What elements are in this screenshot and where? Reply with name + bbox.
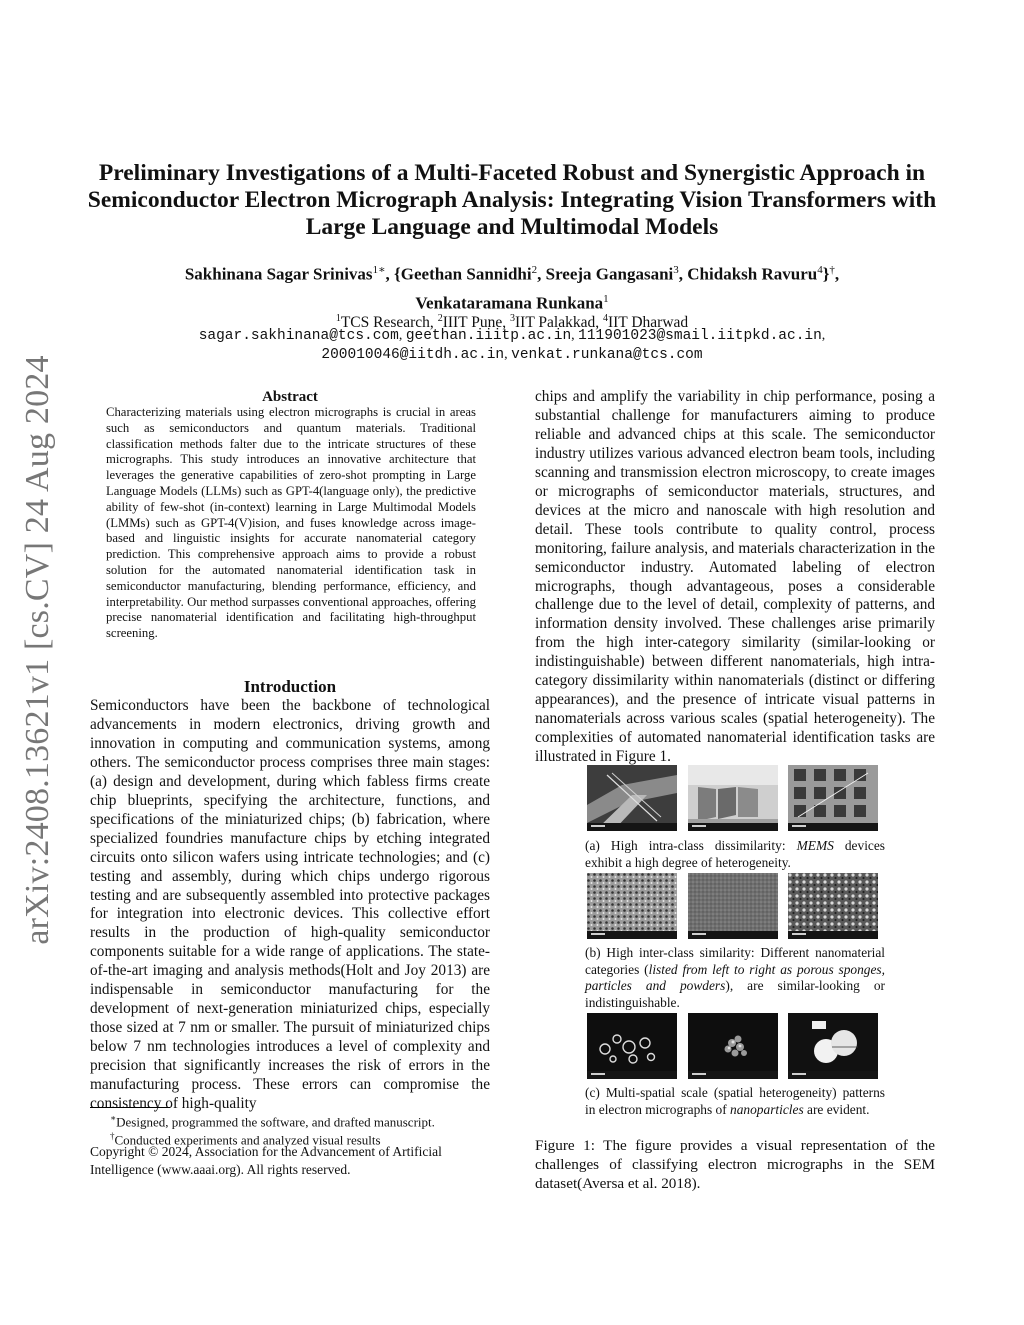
figure-row-b <box>587 873 887 939</box>
email-separator: , <box>571 328 579 343</box>
caption-text: (c) Multi-spatial scale (spatial heterogeneity) patterns in electron micrographs of <box>585 1085 885 1117</box>
right-column-text: chips and amplify the variability in chip performance, posing a substantial challenge for manufacturers aiming to produce reliable and advanced chips at this scale. The semiconductor industry utilizes various advanced electron beam tools, including scanning and transmission electron microscopy, to create images or micrographs of semiconductor materials, structures, and devices at the micro and nanoscale with high resolution and detail. These tools contribute to quality control, process monitoring, failure analysis, and materials characterization in the semiconductor industry. Automated labeling of electron micrographs, though advantageous, poses a considerable challenge due to the level of detail, complexity of patterns, and information density involved. These challenges arise primarily from the high inter-category similarity (similar-looking or indistinguishable) between different nanomaterials, high intra-category dissimilarity within nanomaterials (distinct or differing appearances), and the presence of intricate visual patterns in nanomaterials across various scales (spatial heterogeneity). The complexities of automated nanomaterial identification tasks are illustrated in Figure 1. <box>535 388 935 766</box>
affil-superscript: 2 <box>437 313 443 324</box>
email-link[interactable]: 200010046@iitdh.ac.in <box>321 346 505 363</box>
footnote-text: Conducted experiments and analyzed visual results <box>114 1132 381 1148</box>
affil-superscript: 1 <box>335 313 341 324</box>
footnote-text: Designed, programmed the software, and drafted manuscript. <box>116 1114 435 1130</box>
caption-emphasis: listed from left to right as porous sponges, particles and powders <box>585 961 885 993</box>
author-name: Sreeja Gangasani <box>545 264 674 284</box>
author-separator: , <box>537 264 546 284</box>
email-link[interactable]: 111901023@smail.iitpkd.ac.in <box>578 328 822 344</box>
introduction-text: Semiconductors have been the backbone of technological advancements in modern electronics, driving growth and innovation in computing and communication systems, among others. The semiconductor process comprises three main stages: (a) design and development, during which fabless firms create chip blueprints, specifying the architecture, functions, and specifications of the miniaturized chips; (b) fabrication, where specialized foundries manufacture chips by etching integrated circuits onto silicon wafers using intricate technologies; and (c) testing and assembly, during which chips undergo rigorous testing and are subsequently assembled into protective packages for integration into electronic devices. This collective effort results in the production of high-quality semiconductor components suitable for a wide range of applications. The state-of-the-art imaging and analysis methods(Holt and Joy 2013) are indispensable in semiconductor manufacturing for the development of next-generation miniaturized chips, especially those sized at 7 nm or smaller. The pursuit of miniaturized chips below 7 nm technologies introduces a level of complexity and precision that significantly increases the risk of errors in the manufacturing process. These errors can compromise the consistency of high-quality <box>90 697 490 1113</box>
micrograph-powders <box>788 873 878 939</box>
affiliation: TCS Research, <box>340 314 438 332</box>
affiliation: IIT Dharwad <box>607 314 689 332</box>
affiliation: IIT Palakkad, <box>515 314 603 332</box>
author-superscript: 1∗ <box>372 264 386 276</box>
affil-superscript: 4 <box>602 313 608 324</box>
author-superscript: 2 <box>531 264 538 276</box>
caption-emphasis: MEMS <box>796 838 834 853</box>
affiliation: IIIT Pune, <box>442 314 510 332</box>
caption-text: devices exhibit a high degree of heterogeneity. <box>585 838 886 870</box>
footnote-mark: ∗ <box>110 1113 117 1123</box>
affil-superscript: 3 <box>510 313 515 324</box>
micrograph-nanoparticles-1 <box>587 1013 677 1079</box>
author-separator: } <box>822 264 830 284</box>
author-list <box>80 258 944 315</box>
micrograph-nanoparticles-2 <box>688 1013 778 1079</box>
micrograph-mems-1 <box>587 765 677 831</box>
author-separator: , { <box>385 264 401 284</box>
figure-row-c <box>587 1013 887 1079</box>
micrograph-particles <box>688 873 778 939</box>
author-separator: , <box>834 264 840 284</box>
caption-b <box>585 945 885 1011</box>
author-separator: , <box>678 264 688 284</box>
caption-text: are evident. <box>803 1101 870 1117</box>
micrograph-porous-sponge <box>587 873 677 939</box>
copyright-notice: Copyright © 2024, Association for the Advancement of Artificial Intelligence (www.aaai.org). All rights reserved. <box>90 1144 442 1177</box>
abstract-heading: Abstract <box>262 389 318 405</box>
email-link[interactable]: geethan.iiitp.ac.in <box>405 328 572 344</box>
caption-c <box>585 1085 885 1118</box>
footnote-mark: † <box>110 1131 115 1141</box>
author-superscript: 4 <box>817 264 823 276</box>
author-name: Sakhinana Sagar Srinivas <box>184 264 373 284</box>
email-list <box>80 327 944 364</box>
introduction-heading: Introduction <box>243 677 337 696</box>
figure-1-caption: Figure 1: The figure provides a visual representation of the challenges of classifying electron micrographs in the SEM dataset(Aversa et al. 2018). <box>535 1137 935 1192</box>
email-separator: , <box>821 328 826 343</box>
email-link[interactable]: sagar.sakhinana@tcs.com <box>198 328 399 344</box>
paper-title: Preliminary Investigations of a Multi-Faceted Robust and Synergistic Approach in Semiconductor Electron Micrograph Analysis: Integrating Vision Transformers with Large Language and Multimodal Models <box>87 160 937 240</box>
micrograph-nanoparticles-3 <box>788 1013 878 1079</box>
arxiv-stamp-text: arXiv:2408.13621v1 [cs.CV] 24 Aug 2024 <box>19 355 56 945</box>
caption-text: ), are similar-looking or indistinguishable. <box>585 978 885 1010</box>
caption-text: (b) High inter-class similarity: Different nanomaterial categories ( <box>585 945 885 977</box>
author-name: Geethan Sannidhi <box>400 264 532 284</box>
arxiv-stamp <box>6 350 70 950</box>
author-superscript: 3 <box>673 264 679 276</box>
micrograph-mems-2 <box>688 765 778 831</box>
email-separator: , <box>398 328 406 343</box>
caption-text: (a) High intra-class dissimilarity: <box>585 838 797 853</box>
figure-row-a <box>587 765 887 831</box>
email-separator: , <box>504 346 512 362</box>
email-link[interactable]: venkat.runkana@tcs.com <box>511 346 703 363</box>
abstract-text: Characterizing materials using electron micrographs is crucial in areas such as semiconductors and quantum materials. Traditional classification methods falter due to the intricate structures of these micrographs. This study introduces an innovative architecture that leverages the generative capabilities of zero-shot prompting in Large Language Models (LLMs) such as GPT-4(language only), the predictive ability of few-shot (in-context) learning in Large Multimodal Models (LMMs) such as GPT-4(V)ision, and fuses knowledge across image-based and linguistic insights for accurate nanomaterial category prediction. This comprehensive approach aims to provide a robust solution for the automated nanomaterial identification task in semiconductor manufacturing, blending performance, efficiency, and interpretability. Our method surpasses conventional approaches, offering precise nanomaterial identification and facilitating high-throughput screening. <box>106 405 476 641</box>
author-superscript: 1 <box>603 292 609 305</box>
author-name: Chidaksh Ravuru <box>687 264 818 284</box>
dagger-mark: † <box>829 264 835 276</box>
micrograph-mems-3 <box>788 765 878 831</box>
caption-emphasis: nanoparticles <box>730 1101 804 1117</box>
caption-a <box>585 838 885 871</box>
author-name: Venkataramana Runkana <box>415 293 604 313</box>
footnote-rule <box>90 1107 170 1108</box>
